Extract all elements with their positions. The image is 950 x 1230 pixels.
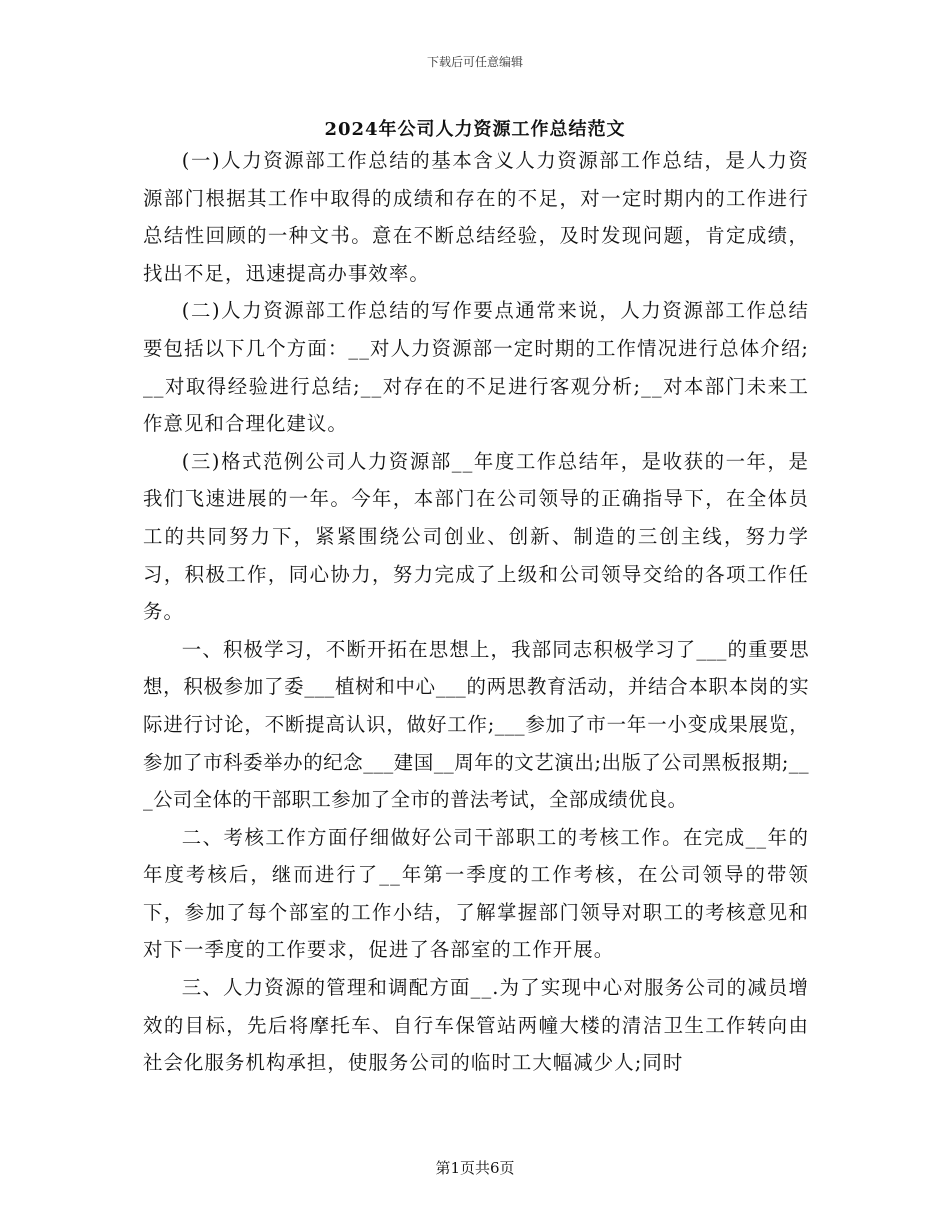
header-note: 下载后可任意编辑 (426, 55, 523, 69)
paragraph-assessment-work: 二、考核工作方面仔细做好公司干部职工的考核工作。在完成__年的年度考核后，继而进行了__年第一季度的工作考核，在公司领导的带领下，参加了每个部室的工作小结，了解掌握部门领导对职工的考核意见和对下一季度的工作要求，促进了各部室的工作开展。 (143, 825, 809, 962)
paragraph-basic-meaning: (一)人力资源部工作总结的基本含义人力资源部工作总结，是人力资源部门根据其工作中取得的成绩和存在的不足，对一定时期内的工作进行总结性回顾的一种文书。意在不断总结经验，及时发现问题，肯定成绩，找出不足，迅速提高办事效率。 (143, 149, 809, 285)
paragraph-hr-management: 三、人力资源的管理和调配方面__.为了实现中心对服务公司的减员增效的目标，先后将摩托车、自行车保管站两幢大楼的清洁卫生工作转向由社会化服务机构承担，使服务公司的临时工大幅减少人;同时 (143, 976, 809, 1075)
document-title: 2024年公司人力资源工作总结范文 (324, 119, 626, 140)
paragraph-format-example: (三)格式范例公司人力资源部__年度工作总结年，是收获的一年，是我们飞速进展的一年。今年，本部门在公司领导的正确指导下，在全体员工的共同努力下，紧紧围绕公司创业、创新、制造的三创主线，努力学习，积极工作，同心协力，努力完成了上级和公司领导交给的各项工作任务。 (143, 449, 809, 624)
document-body (143, 142, 809, 1082)
paragraph-writing-points: (二)人力资源部工作总结的写作要点通常来说，人力资源部工作总结要包括以下几个方面：__对人力资源部一定时期的工作情况进行总体介绍;__对取得经验进行总结;__对存在的不足进行客观分析;__对本部门未来工作意见和合理化建议。 (143, 299, 809, 436)
paragraph-active-learning: 一、积极学习，不断开拓在思想上，我部同志积极学习了___的重要思想，积极参加了委___植树和中心___的两思教育活动，并结合本职本岗的实际进行讨论，不断提高认识，做好工作;___参加了市一年一小变成果展览，参加了市科委举办的纪念___建国__周年的文艺演出;出版了公司黑板报期;___公司全体的干部职工参加了全市的普法考试，全部成绩优良。 (143, 637, 809, 812)
page-indicator: 第1页共6页 (435, 1159, 515, 1177)
